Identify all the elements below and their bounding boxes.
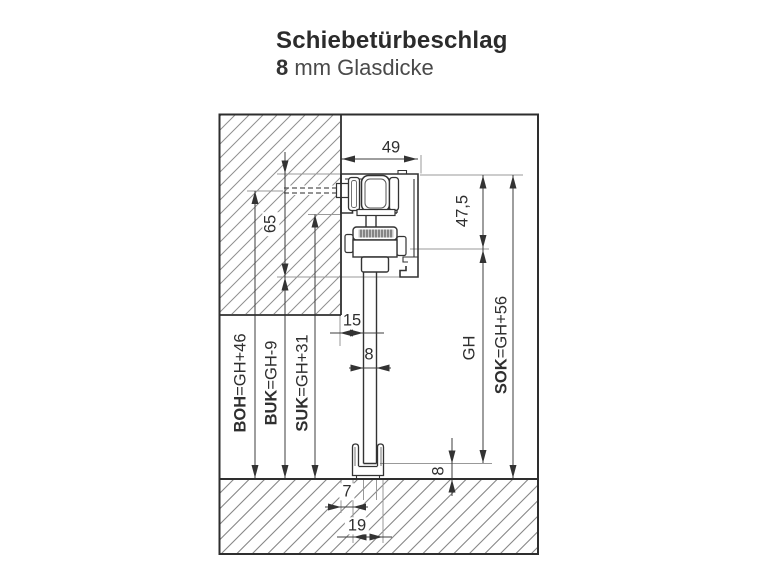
page-subtitle xyxy=(276,55,434,81)
clamp-jaw xyxy=(362,257,389,272)
dim-label-wall-clearance: 15 xyxy=(342,311,362,330)
drill-hole-dashed-lines xyxy=(284,186,345,196)
dim-label-fitting-height: 65 xyxy=(262,212,279,236)
dim-label-sok: SOK=GH+56 xyxy=(492,295,511,395)
roller-carriage xyxy=(349,176,399,228)
page-title: Schiebetürbeschlag xyxy=(276,27,508,54)
clamp-tab-right xyxy=(397,237,406,256)
roller-bracket-right xyxy=(390,178,399,211)
floor-guide xyxy=(353,444,384,479)
dim-label-boh: BOH=GH+46 xyxy=(231,333,250,433)
clamp-tab-left xyxy=(345,235,353,253)
dim-label-floor-gap: 8 xyxy=(429,466,448,476)
hanger-bolt xyxy=(366,216,376,228)
clamp-body xyxy=(353,240,397,257)
floor-section-hatch xyxy=(220,480,537,553)
dim-label-track-width: 49 xyxy=(381,138,401,157)
dim-label-guide-offset: 7 xyxy=(339,483,354,500)
dim-label-suk: SUK=GH+31 xyxy=(293,334,312,432)
dim-label-glass-thickness: 8 xyxy=(364,345,374,364)
carriage-bar xyxy=(357,210,395,216)
glass-thickness-unit: mm Glasdicke xyxy=(288,55,434,80)
wall-anchor-lug xyxy=(337,184,349,198)
dim-label-system-height: 47,5 xyxy=(453,194,472,228)
glass-clamp xyxy=(345,227,406,272)
dim-label-glass-height: GH xyxy=(460,335,479,361)
glass-thickness-value: 8 xyxy=(276,55,289,80)
dim-label-guide-width: 19 xyxy=(345,517,369,534)
dim-label-buk: BUK=GH-9 xyxy=(262,340,281,426)
